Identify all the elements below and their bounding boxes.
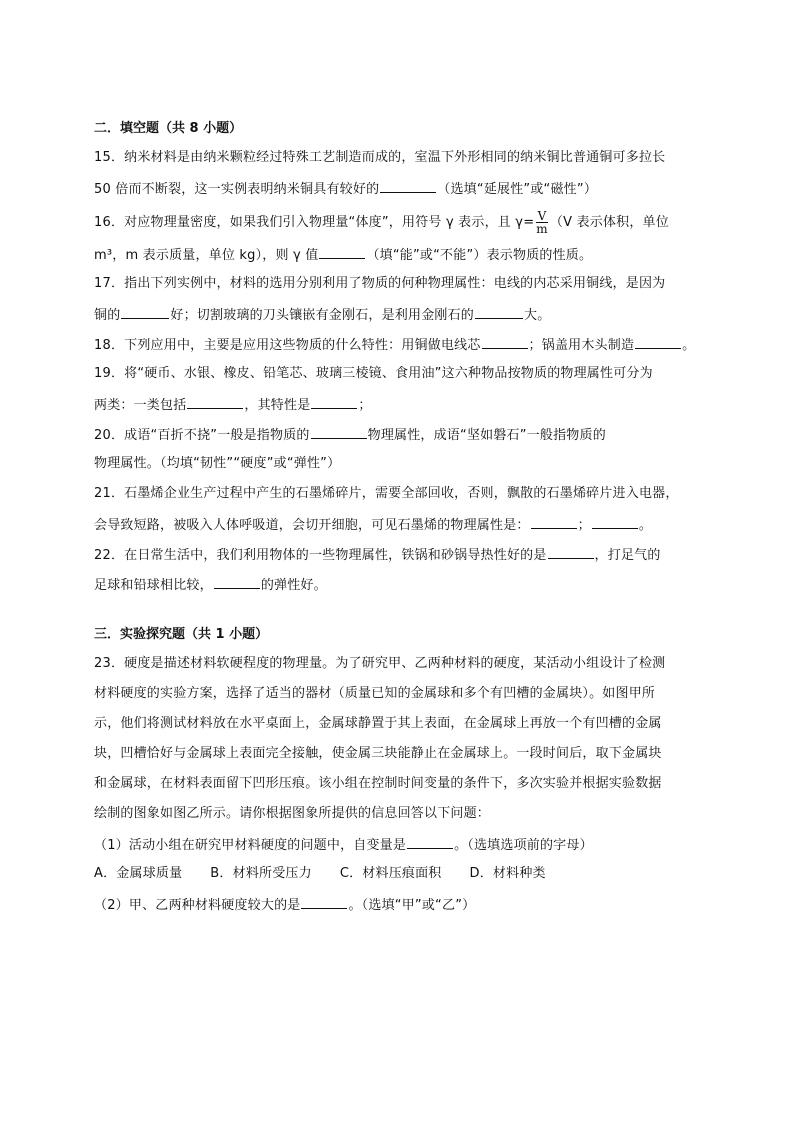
- question-17-line-1: 17．指出下列实例中，材料的选用分别利用了物质的何种物理属性：电线的内芯采用铜线，是因为: [94, 276, 666, 291]
- question-22-line-1: 22．在日常生活中，我们利用物体的一些物理属性，铁锅和砂锅导热性好的是 ，打足气的: [94, 544, 704, 564]
- question-19-line-1: 19．将“硬币、水银、橡皮、铅笔芯、玻璃三棱镜、食用油”这六种物品按物质的物理属性可分为: [94, 366, 653, 381]
- fraction-numerator: V: [537, 209, 547, 223]
- section-title-experiment: 三．实验探究题（共 1 小题）: [94, 627, 269, 642]
- fraction-v-over-m: [536, 210, 548, 235]
- answer-blank[interactable]: [482, 334, 528, 349]
- question-17-line-2: 铜的 好；切割玻璃的刀头镶嵌有金刚石，是利用金刚石的 大。: [94, 304, 704, 324]
- answer-blank[interactable]: [121, 304, 169, 319]
- option-c[interactable]: C．材料压痕面积: [339, 866, 442, 881]
- answer-blank[interactable]: [548, 544, 594, 559]
- answer-blank[interactable]: [635, 334, 681, 349]
- question-23-line-6: 绘制的图象如图乙所示。请你根据图象所提供的信息回答以下问题：: [94, 806, 491, 821]
- question-23-line-1: 23．硬度是描述材料软硬程度的物理量。为了研究甲、乙两种材料的硬度，某活动小组设计了检测: [94, 656, 666, 671]
- answer-blank[interactable]: [407, 834, 453, 849]
- answer-blank[interactable]: [214, 574, 260, 589]
- question-23-part-1: （1）活动小组在研究甲材料硬度的问题中，自变量是 。（选填选项前的字母）: [94, 834, 704, 854]
- question-23-line-3: 示，他们将测试材料放在水平桌面上，金属球静置于其上表面，在金属球上再放一个有凹槽的金属: [94, 716, 662, 731]
- question-19-line-2: 两类：一类包括 ，其特性是 ；: [94, 394, 704, 414]
- question-20-line-2: 物理属性。（均填“韧性”“硬度”或“弹性”）: [94, 456, 341, 471]
- answer-blank[interactable]: [319, 244, 365, 259]
- question-23-line-4: 块，凹槽恰好与金属球上表面完全接触，使金属三块能静止在金属球上。一段时间后，取下金属块: [94, 746, 662, 761]
- question-23-line-5: 和金属球，在材料表面留下凹形压痕。该小组在控制时间变量的条件下，多次实验并根据实验数据: [94, 776, 662, 791]
- question-23-line-2: 材料硬度的实验方案，选择了适当的器材（质量已知的金属球和多个有凹槽的金属块）。如图甲所: [94, 686, 656, 701]
- question-23-part-2: （2）甲、乙两种材料硬度较大的是 。（选填“甲”或“乙”）: [94, 894, 704, 914]
- section-title-fill-in: 二．填空题（共 8 小题）: [94, 121, 243, 136]
- question-22-line-2: 足球和铅球相比较， 的弹性好。: [94, 574, 704, 594]
- question-16-line-2: m³，m 表示质量，单位 kg），则 γ 值 （填“能”或“不能”）表示物质的性质。: [94, 244, 704, 264]
- question-15-line-1: 15．纳米材料是由纳米颗粒经过特殊工艺制造而成的，室温下外形相同的纳米铜比普通铜可多拉长: [94, 150, 666, 165]
- document-page: [94, 118, 704, 924]
- question-16-line-1: 16．对应物理量密度，如果我们引入物理量“体度”，用符号 γ 表示，且 γ= $\frac{V}{m}$ （V 表示体积，单位: [94, 209, 669, 236]
- option-d[interactable]: D．材料种类: [469, 866, 546, 881]
- answer-blank[interactable]: [531, 514, 577, 529]
- fraction-denominator: m: [536, 222, 548, 236]
- answer-blank[interactable]: [187, 394, 243, 409]
- question-21-line-1: 21．石墨烯企业生产过程中产生的石墨烯碎片，需要全部回收，否则，飘散的石墨烯碎片进入电器，: [94, 486, 679, 501]
- question-23-options: [94, 864, 704, 884]
- answer-blank[interactable]: [301, 894, 347, 909]
- question-21-line-2: 会导致短路，被吸入人体呼吸道，会切开细胞，可见石墨烯的物理属性是： ； 。: [94, 514, 704, 534]
- answer-blank[interactable]: [592, 514, 638, 529]
- answer-blank[interactable]: [475, 304, 523, 319]
- answer-blank[interactable]: [311, 394, 357, 409]
- option-a[interactable]: A．金属球质量: [94, 866, 183, 881]
- answer-blank[interactable]: [380, 178, 436, 193]
- question-15-line-2: 50 倍而不断裂，这一实例表明纳米铜具有较好的 （选填“延展性”或“磁性”）: [94, 178, 704, 198]
- answer-blank[interactable]: [311, 424, 367, 439]
- question-20-line-1: 20．成语“百折不挠”一般是指物质的 物理属性，成语“坚如磐石”一般指物质的: [94, 424, 704, 444]
- option-b[interactable]: B．材料所受压力: [210, 866, 312, 881]
- question-18-line-1: 18．下列应用中，主要是应用这些物质的什么特性：用铜做电线芯 ；锅盖用木头制造 。: [94, 334, 704, 354]
